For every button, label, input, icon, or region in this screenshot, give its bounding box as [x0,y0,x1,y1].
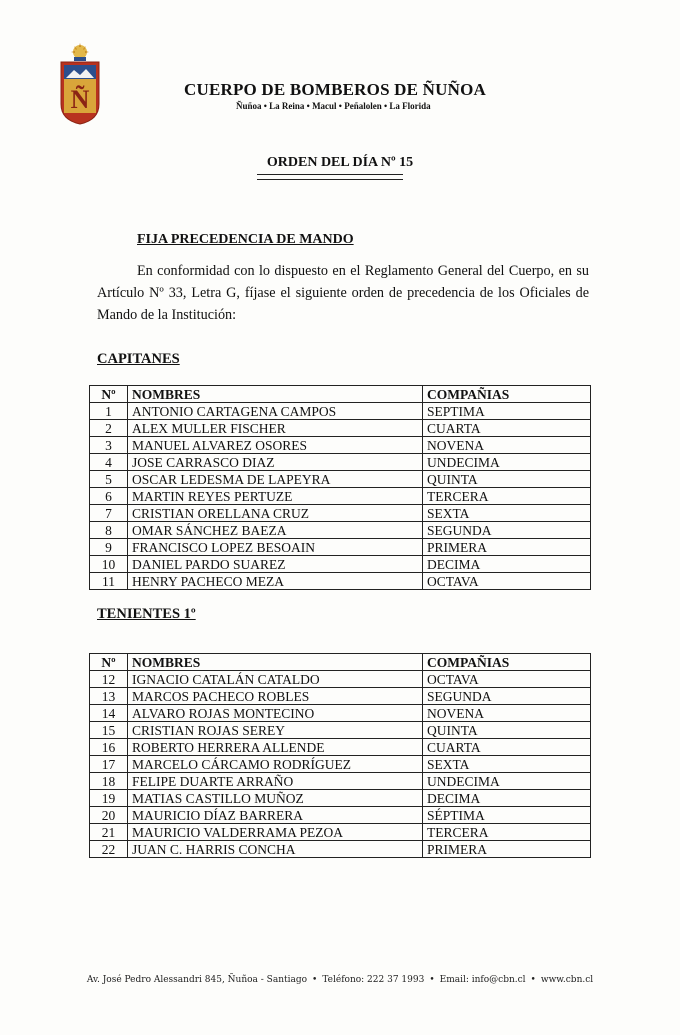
officer-name: ROBERTO HERRERA ALLENDE [128,739,423,756]
row-number: 3 [90,437,128,454]
footer-website: www.cbn.cl [540,975,594,985]
table-row [90,688,591,705]
company-name: DECIMA [423,556,591,573]
row-number: 11 [90,573,128,590]
row-number: 14 [90,705,128,722]
company-name: QUINTA [423,471,591,488]
table-row [90,573,591,590]
company-name: TERCERA [423,488,591,505]
table-row [90,722,591,739]
row-number: 4 [90,454,128,471]
table-row [90,454,591,471]
company-name: NOVENA [423,705,591,722]
row-number: 22 [90,841,128,858]
company-name: QUINTA [423,722,591,739]
officer-name: HENRY PACHECO MEZA [128,573,423,590]
company-name: UNDECIMA [423,773,591,790]
table-row [90,807,591,824]
capitanes-table [89,385,591,590]
table-row [90,556,591,573]
officer-name: MARCOS PACHECO ROBLES [128,688,423,705]
company-name: SEGUNDA [423,688,591,705]
officer-name: MARTIN REYES PERTUZE [128,488,423,505]
table-row [90,471,591,488]
officer-name: MATIAS CASTILLO MUÑOZ [128,790,423,807]
row-number: 19 [90,790,128,807]
company-name: SÉPTIMA [423,807,591,824]
officer-name: FRANCISCO LOPEZ BESOAIN [128,539,423,556]
row-number: 5 [90,471,128,488]
row-number: 15 [90,722,128,739]
column-header-number: Nº [90,386,128,403]
footer-separator: • [429,975,435,985]
officer-name: FELIPE DUARTE ARRAÑO [128,773,423,790]
table-row [90,420,591,437]
organization-title: CUERPO DE BOMBEROS DE ÑUÑOA [184,80,486,99]
company-name: OCTAVA [423,573,591,590]
officer-name: ALVARO ROJAS MONTECINO [128,705,423,722]
officer-name: DANIEL PARDO SUAREZ [128,556,423,573]
intro-paragraph: En conformidad con lo dispuesto en el Reglamento General del Cuerpo, en su Artículo Nº 33, Letra G, fíjase el siguiente orden de precedencia de los Oficiales de Mando de la Institución: [97,263,589,323]
tenientes-table [89,653,591,858]
officer-name: CRISTIAN ROJAS SEREY [128,722,423,739]
company-name: TERCERA [423,824,591,841]
officer-name: MANUEL ALVAREZ OSORES [128,437,423,454]
svg-text:Ñ: Ñ [70,85,90,114]
footer-address: Av. José Pedro Alessandri 845, Ñuñoa - Santiago [86,975,308,985]
company-name: CUARTA [423,739,591,756]
table-row [90,437,591,454]
organization-subtitle: Ñuñoa • La Reina • Macul • Peñalolen • La Florida [236,101,431,111]
company-name: SEXTA [423,756,591,773]
company-name: PRIMERA [423,539,591,556]
row-number: 6 [90,488,128,505]
table-row [90,773,591,790]
officer-name: MARCELO CÁRCAMO RODRÍGUEZ [128,756,423,773]
company-name: SEGUNDA [423,522,591,539]
row-number: 10 [90,556,128,573]
row-number: 18 [90,773,128,790]
officer-name: ANTONIO CARTAGENA CAMPOS [128,403,423,420]
company-name: CUARTA [423,420,591,437]
row-number: 12 [90,671,128,688]
column-header-number: Nº [90,654,128,671]
officer-name: IGNACIO CATALÁN CATALDO [128,671,423,688]
order-title: ORDEN DEL DÍA Nº 15 [266,155,414,170]
row-number: 20 [90,807,128,824]
tenientes-heading: TENIENTES 1º [97,606,196,622]
column-header-companies: COMPAÑIAS [423,654,591,671]
table-row [90,739,591,756]
table-row [90,756,591,773]
crest-sun-icon [71,43,89,59]
row-number: 13 [90,688,128,705]
capitanes-heading: CAPITANES [97,351,180,367]
column-header-companies: COMPAÑIAS [423,386,591,403]
column-header-names: NOMBRES [128,654,423,671]
table-row [90,671,591,688]
officer-name: JUAN C. HARRIS CONCHA [128,841,423,858]
company-name: DECIMA [423,790,591,807]
table-row [90,539,591,556]
title-double-rule [257,174,403,180]
row-number: 21 [90,824,128,841]
row-number: 8 [90,522,128,539]
footer-separator: • [312,975,318,985]
row-number: 17 [90,756,128,773]
officer-name: MAURICIO VALDERRAMA PEZOA [128,824,423,841]
row-number: 2 [90,420,128,437]
section-title: FIJA PRECEDENCIA DE MANDO [137,232,354,247]
company-name: PRIMERA [423,841,591,858]
company-name: NOVENA [423,437,591,454]
company-name: UNDECIMA [423,454,591,471]
row-number: 7 [90,505,128,522]
table-row [90,824,591,841]
row-number: 1 [90,403,128,420]
officer-name: CRISTIAN ORELLANA CRUZ [128,505,423,522]
table-header-row [90,386,591,403]
company-name: OCTAVA [423,671,591,688]
company-name: SEXTA [423,505,591,522]
table-row [90,790,591,807]
officer-name: JOSE CARRASCO DIAZ [128,454,423,471]
footer-contact [0,975,680,985]
footer-phone: Teléfono: 222 37 1993 [322,975,425,985]
table-row [90,403,591,420]
footer-email: Email: info@cbn.cl [439,975,526,985]
table-row [90,705,591,722]
table-row [90,841,591,858]
table-row [90,522,591,539]
footer-separator: • [530,975,536,985]
officer-name: OMAR SÁNCHEZ BAEZA [128,522,423,539]
officer-name: MAURICIO DÍAZ BARRERA [128,807,423,824]
company-name: SEPTIMA [423,403,591,420]
row-number: 16 [90,739,128,756]
table-header-row [90,654,591,671]
column-header-names: NOMBRES [128,386,423,403]
table-row [90,488,591,505]
officer-name: ALEX MULLER FISCHER [128,420,423,437]
fire-department-crest-icon [58,42,102,126]
row-number: 9 [90,539,128,556]
officer-name: OSCAR LEDESMA DE LAPEYRA [128,471,423,488]
table-row [90,505,591,522]
